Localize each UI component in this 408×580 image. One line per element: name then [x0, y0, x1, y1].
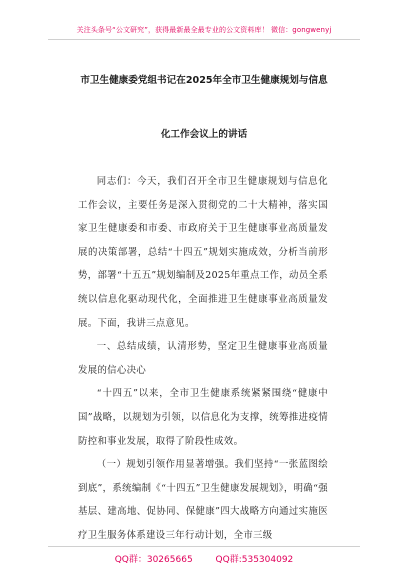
- paragraph-planning: （一）规划引领作用显著增强。我们坚持“一张蓝图绘到底”，系统编制《“十四五”卫生健康发展规划》，明确“强基层、建高地、促协同、保健康”四大战略方向通过实施医疗卫生服务体系建设三年行动计划，全市三级: [78, 459, 328, 541]
- paragraph-greeting: 同志们：今天，我们召开全市卫生健康规划与信息化工作会议，主要任务是深入贯彻党的二十大精神，落实国家卫生健康委和市委、市政府关于卫生健康事业高质量发展的决策部署，总结“十四五”规划实施成效，分析当前形势，部署“十五五”规划编制及2025年重点工作，动员全系统以信息化驱动现代化，全面推进卫生健康事业高质量发展。下面，我讲三点意见。: [78, 176, 328, 329]
- document-title-line-2: 化工作会议上的讲话: [160, 129, 248, 140]
- document-title-line-1: 市卫生健康委党组书记在2025年全市卫生健康规划与信息: [80, 75, 328, 86]
- footer-divider: [48, 546, 360, 547]
- header-divider: [48, 39, 360, 40]
- footer-qq-group-1: QQ群：30265665: [114, 555, 193, 565]
- section-heading-1: 一、总结成绩，认清形势，坚定卫生健康事业高质量发展的信心决心: [78, 341, 328, 376]
- footer-qq-group-2: QQ群:535304092: [215, 555, 294, 565]
- page-header: 关注头条号“公文研究”，获得最新最全最专业的公文资料库！ 微信：gongwenyj: [76, 26, 332, 34]
- document-body: [78, 170, 328, 548]
- page-footer: [0, 552, 408, 565]
- paragraph-achievements: “十四五”以来，全市卫生健康系统紧紧围绕“健康中国”战略，以规划为引领，以信息化为支撑，统筹推进疫情防控和事业发展，取得了阶段性成效。: [78, 388, 328, 447]
